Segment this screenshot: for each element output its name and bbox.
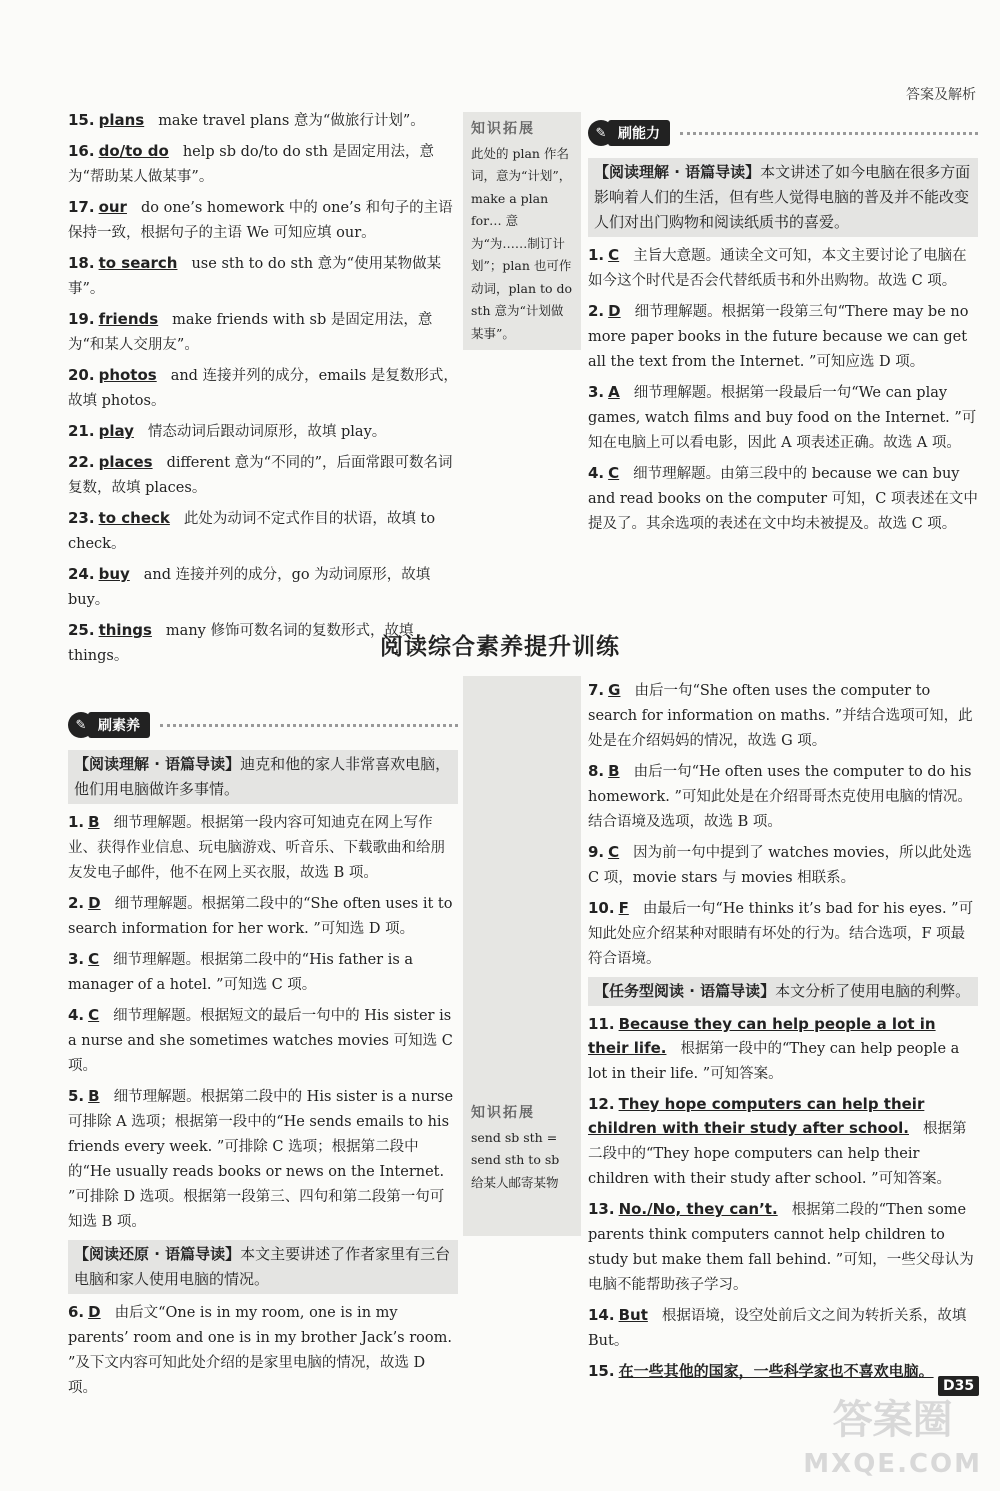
badge-label: 刷素养 xyxy=(88,712,150,738)
answer-explanation: 此处为动词不定式作目的状语，故填 to check。 xyxy=(68,511,436,552)
answer-number: 3. xyxy=(68,950,85,968)
answer-explanation: 细节理解题。由第三段中的 because we can buy and read books on the computer 可知，C 项表述在文中提及了。其余选项的表述在文中均未被提及。故选 C 项。 xyxy=(588,466,978,532)
answer-number: 8. xyxy=(588,762,605,780)
answer-explanation: 情态动词后跟动词原形，故填 play。 xyxy=(147,424,387,440)
right-bottom-section xyxy=(588,678,978,1390)
answer-explanation: 细节理解题。根据第一段最后一句“We can play games, watch films and buy food on the Internet. ”可知在电脑上可以看电影，因此 A 项表述正确。故选 A 项。 xyxy=(588,385,977,451)
answer-number: 7. xyxy=(588,681,605,699)
answer-item xyxy=(68,1003,458,1078)
guide-text: 本文讲述了如今电脑在很多方面影响着人们的生活，但有些人觉得电脑的普及并不能改变人们对出门购物和阅读纸质书的喜爱。 xyxy=(594,163,971,231)
answer-item xyxy=(588,1197,978,1297)
dotted-divider xyxy=(160,724,458,727)
answer-explanation: help sb do/to do sth 是固定用法，意为“帮助某人做某事”。 xyxy=(68,144,435,185)
section-title: 阅读综合素养提升训练 xyxy=(380,634,620,660)
answer-key: B xyxy=(88,1087,100,1105)
answer-item xyxy=(68,307,460,357)
answer-explanation: 由后一句“He often uses the computer to do his homework. ”可知此处是在介绍哥哥杰克使用电脑的情况。结合语境及选项，故选 B 项。 xyxy=(588,764,972,830)
knowledge-sidebar-2 xyxy=(463,676,581,1236)
reading-guide xyxy=(588,158,978,237)
answer-number: 10. xyxy=(588,899,615,917)
answer-key: They hope computers can help their children with their study after school. xyxy=(588,1095,925,1137)
guide-label: 【阅读还原 · 语篇导读】 xyxy=(74,1245,241,1263)
answer-explanation: 因为前一句中提到了 watches movies，所以此处选 C 项，movie stars 与 movies 相联系。 xyxy=(588,845,972,886)
answer-item xyxy=(68,363,460,413)
sidebar-title: 知识拓展 xyxy=(471,121,535,137)
answer-number: 3. xyxy=(588,383,605,401)
answer-number: 15. xyxy=(68,111,95,129)
answer-explanation: 由后一句“She often uses the computer to search for information on maths. ”并结合选项可知，此处是在介绍妈妈的情况，故选 G 项。 xyxy=(588,683,973,749)
answer-key: B xyxy=(608,762,620,780)
answer-key: D xyxy=(88,894,101,912)
answer-explanation: make travel plans 意为“做旅行计划”。 xyxy=(158,113,425,129)
answer-key: F xyxy=(618,899,629,917)
page-number: D35 xyxy=(938,1376,979,1396)
answer-item xyxy=(588,461,978,536)
answer-key: B xyxy=(88,813,100,831)
answer-key: C xyxy=(608,843,620,861)
left-bottom-section xyxy=(68,708,458,1406)
answer-explanation: 主旨大意题。通读全文可知，本文主要讨论了电脑在如今这个时代是否会代替纸质书和外出购物。故选 C 项。 xyxy=(588,248,967,289)
answer-key: No./No, they can’t. xyxy=(618,1200,778,1218)
guide-label: 【阅读理解 · 语篇导读】 xyxy=(594,163,761,181)
answer-number: 9. xyxy=(588,843,605,861)
answer-number: 24. xyxy=(68,565,95,583)
guide-text: 本文分析了使用电脑的利弊。 xyxy=(775,982,971,1000)
answer-explanation: 细节理解题。根据第一段内容可知迪克在网上写作业、获得作业信息、玩电脑游戏、听音乐、下载歌曲和给朋友发电子邮件，他不在网上买衣服，故选 B 项。 xyxy=(68,815,445,881)
answer-number: 15. xyxy=(588,1362,615,1380)
answer-key: play xyxy=(98,422,134,440)
answer-key: places xyxy=(98,453,153,471)
answer-number: 19. xyxy=(68,310,95,328)
answer-key: But xyxy=(618,1306,648,1324)
answer-key: our xyxy=(98,198,127,216)
answer-key: do/to do xyxy=(98,142,169,160)
answer-key: plans xyxy=(98,111,145,129)
guide-text: 本文主要讲述了作者家里有三台电脑和家人使用电脑的情况。 xyxy=(74,1245,451,1288)
answer-explanation: make friends with sb 是固定用法，意为“和某人交朋友”。 xyxy=(68,312,433,353)
answer-key: photos xyxy=(98,366,157,384)
guide-text: 迪克和他的家人非常喜欢电脑，他们用电脑做许多事情。 xyxy=(74,755,451,798)
left-top-answers xyxy=(68,108,460,674)
answer-explanation: 细节理解题。根据第二段中的“She often uses it to search information for her work. ”可知选 D 项。 xyxy=(68,896,453,937)
badge-label: 刷能力 xyxy=(608,120,670,146)
answer-item xyxy=(588,243,978,293)
reading-guide-1 xyxy=(68,750,458,804)
answer-number: 4. xyxy=(68,1006,85,1024)
sidebar-title: 知识拓展 xyxy=(471,1105,535,1121)
answer-explanation: 细节理解题。根据第二段中的 His sister is a nurse 可排除 A 选项；根据第一段中的“He sends emails to his friends every week. ”可排除 C 选项；根据第二段中的“He usually reads books or news on the Internet. ”可排除 D 选项。根据第一段第三、四句和第二段第一句可知选 B 项。 xyxy=(68,1089,454,1230)
answer-item xyxy=(68,108,460,133)
reading-guide-2 xyxy=(68,1240,458,1294)
answer-number: 2. xyxy=(588,302,605,320)
answer-item xyxy=(588,1092,978,1191)
answer-explanation: 细节理解题。根据短文的最后一句中的 His sister is a nurse and she sometimes watches movies 可知选 C 项。 xyxy=(68,1008,453,1074)
task-reading-guide xyxy=(588,977,978,1006)
faded-header-strip xyxy=(380,62,600,78)
answer-number: 2. xyxy=(68,894,85,912)
answer-item xyxy=(588,678,978,753)
answer-explanation: 根据第二段中的“They hope computers can help their children with their study after school. ”可知答案。 xyxy=(588,1121,967,1187)
answer-key: C xyxy=(608,246,620,264)
answer-number: 1. xyxy=(588,246,605,264)
answer-number: 4. xyxy=(588,464,605,482)
answer-explanation: 细节理解题。根据第一段第三句“There may be no more paper books in the future because we can get all the text from the Internet. ”可知应选 D 项。 xyxy=(588,304,969,370)
guide-label: 【任务型阅读 · 语篇导读】 xyxy=(594,982,776,1000)
left-bottom-answers-1 xyxy=(68,810,458,1234)
answer-item xyxy=(588,1303,978,1353)
answer-item xyxy=(68,419,460,444)
answer-number: 25. xyxy=(68,621,95,639)
answer-number: 20. xyxy=(68,366,95,384)
answer-item xyxy=(588,896,978,971)
sidebar-text: 此处的 plan 作名词，意为“计划”，make a plan for… 意为“为……制订计划”；plan 也可作动词，plan to do sth 意为“计划做某事”。 xyxy=(471,145,573,341)
answer-number: 13. xyxy=(588,1200,615,1218)
answer-key: friends xyxy=(98,310,159,328)
answer-explanation: 由最后一句“He thinks it’s bad for his eyes. ”可知此处应介绍某种对眼睛有坏处的行为。结合选项，F 项最符合语境。 xyxy=(588,901,974,967)
answer-explanation: 根据第一段中的“They can help people a lot in their life. ”可知答案。 xyxy=(588,1041,960,1082)
answer-number: 16. xyxy=(68,142,95,160)
answer-item xyxy=(588,840,978,890)
answer-key: A xyxy=(608,383,620,401)
left-bottom-answers-2 xyxy=(68,1300,458,1400)
answer-explanation: and 连接并列的成分，go 为动词原形，故填 buy。 xyxy=(68,567,431,608)
dotted-divider xyxy=(680,132,978,135)
page-header-title: 答案及解析 xyxy=(906,87,976,103)
sidebar-text: send sb sth = send sth to sb 给某人邮寄某物 xyxy=(471,1129,560,1190)
answer-number: 11. xyxy=(588,1015,615,1033)
answer-item xyxy=(588,380,978,455)
answer-key: C xyxy=(88,950,100,968)
answer-item xyxy=(68,947,458,997)
badge-literacy xyxy=(68,708,458,742)
answer-explanation: do one’s homework 中的 one’s 和句子的主语保持一致，根据句子的主语 We 可知应填 our。 xyxy=(68,200,453,241)
answer-item xyxy=(68,1300,458,1400)
answer-item xyxy=(68,891,458,941)
answer-item xyxy=(588,299,978,374)
answer-item xyxy=(68,1084,458,1234)
answer-number: 1. xyxy=(68,813,85,831)
watermark-line1: 答案圈 xyxy=(832,1397,953,1443)
answer-explanation: use sth to do sth 意为“使用某物做某事”。 xyxy=(68,256,442,297)
answer-item xyxy=(68,810,458,885)
answer-item xyxy=(68,195,460,245)
answer-number: 22. xyxy=(68,453,95,471)
right-top-section xyxy=(588,116,978,542)
answer-item xyxy=(588,759,978,834)
answer-item xyxy=(68,139,460,189)
answer-key: D xyxy=(608,302,621,320)
answer-number: 23. xyxy=(68,509,95,527)
answer-number: 5. xyxy=(68,1087,85,1105)
answer-item xyxy=(68,506,460,556)
answer-explanation: 由后文“One is in my room, one is in my parents’ room and one is in my brother Jack’s room. ”及下文内容可知此处介绍的是家里电脑的情况，故选 D 项。 xyxy=(68,1305,452,1396)
watermark-logo xyxy=(803,1398,982,1486)
answer-number: 18. xyxy=(68,254,95,272)
answer-number: 14. xyxy=(588,1306,615,1324)
answer-key: C xyxy=(88,1006,100,1024)
answer-explanation: 根据语境，设空处前后文之间为转折关系，故填 But。 xyxy=(588,1308,967,1349)
answer-item xyxy=(588,1012,978,1086)
answer-key: 在一些其他的国家，一些科学家也不喜欢电脑。 xyxy=(618,1362,934,1380)
answer-key: G xyxy=(608,681,621,699)
pencil-icon: ✎ xyxy=(68,712,94,738)
answer-item xyxy=(588,1359,978,1384)
right-bottom-answers-2 xyxy=(588,1012,978,1384)
answer-item xyxy=(68,450,460,500)
answer-number: 12. xyxy=(588,1095,615,1113)
right-top-answers xyxy=(588,243,978,536)
answer-number: 17. xyxy=(68,198,95,216)
answer-explanation: different 意为“不同的”，后面常跟可数名词复数，故填 places。 xyxy=(68,455,453,496)
guide-label: 【阅读理解 · 语篇导读】 xyxy=(74,755,241,773)
answer-key: to search xyxy=(98,254,178,272)
pencil-icon: ✎ xyxy=(588,120,614,146)
answer-key: things xyxy=(98,621,152,639)
answer-explanation: many 修饰可数名词的复数形式，故填 things。 xyxy=(68,623,414,664)
answer-number: 21. xyxy=(68,422,95,440)
knowledge-sidebar-1 xyxy=(463,112,581,350)
answer-key: D xyxy=(88,1303,101,1321)
answer-item xyxy=(68,562,460,612)
answer-key: C xyxy=(608,464,620,482)
badge-ability xyxy=(588,116,978,150)
right-bottom-answers-1 xyxy=(588,678,978,971)
watermark-line2: MXQE.COM xyxy=(803,1449,982,1479)
answer-key: buy xyxy=(98,565,130,583)
answer-item xyxy=(68,251,460,301)
answer-explanation: 根据第二段的“Then some parents think computers cannot help children to study but make them fall behind. ”可知，一些父母认为电脑不能帮助孩子学习。 xyxy=(588,1202,974,1293)
answer-key: to check xyxy=(98,509,170,527)
answer-explanation: and 连接并列的成分，emails 是复数形式，故填 photos。 xyxy=(68,368,458,409)
answer-key: Because they can help people a lot in their life. xyxy=(588,1015,936,1057)
answer-number: 6. xyxy=(68,1303,85,1321)
answer-explanation: 细节理解题。根据第二段中的“His father is a manager of a hotel. ”可知选 C 项。 xyxy=(68,952,414,993)
